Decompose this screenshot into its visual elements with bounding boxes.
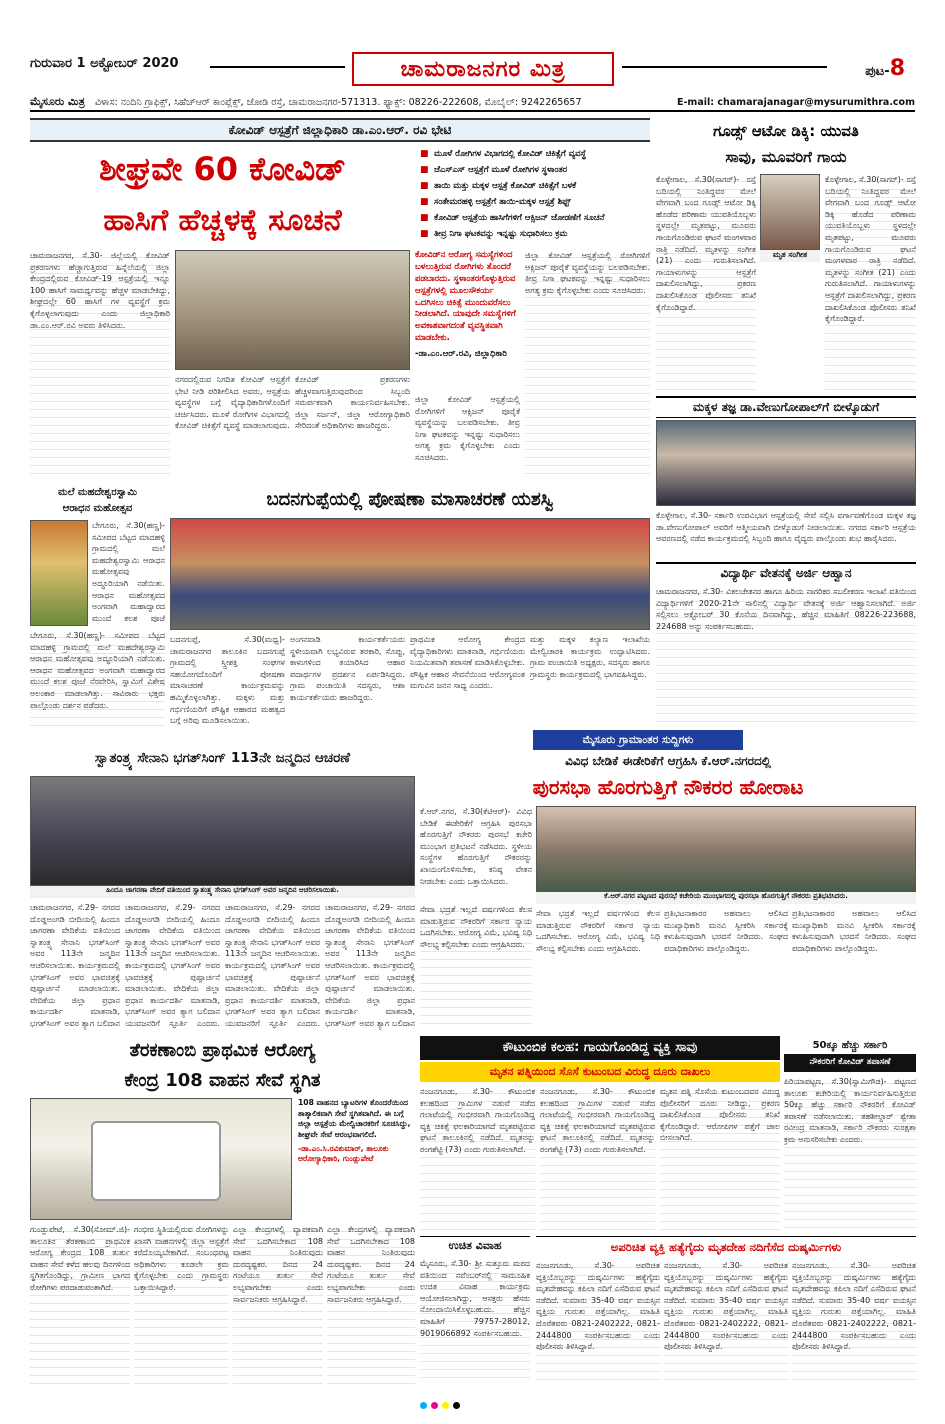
story1-bullet-list (420, 146, 650, 250)
sister-paper-logo: ಮೈಸೂರು ಮಿತ್ರ (30, 95, 85, 108)
page-number (865, 56, 905, 81)
story9-body-col3: ಎಲ್ಲಾ ಕೇಂದ್ರಗಳಲ್ಲಿ ವ್ಯಾಪಕವಾಗಿ ಸೇವೆ ಒದಗಿಸಬೇಕಾದ 108 ವಾಹನ ನಿಂತಿರುವುದು ದುರದೃಷ್ಟಕರ. ದಿನದ 24 ಗಂಟೆಯೂ ತುರ್ತು ಸೇವೆ ಲಭ್ಯವಾಗಬೇಕು ಎಂದು ಸಾರ್ವಜನಿಕರು ಆಗ್ರಹಿಸಿದ್ದಾರೆ. (233, 1224, 323, 1384)
story10-subhead: ಮೃತನ ಪತ್ನಿಯಿಂದ ಸೊಸೆ ಕುಟುಂಬದ ವಿರುದ್ಧ ದೂರು ದಾಖಲು (420, 1062, 780, 1082)
story11-headline-line2: ನೌಕರರಿಗೆ ಕೋವಿಡ್ ತಪಾಸಣೆ (784, 1054, 916, 1072)
story7-body-col4: ಚಾಮರಾಜನಗರ, ಸೆ.29- ನಗರದ ದೊಡ್ಡಅಂಗಡಿ ಬೀದಿಯಲ್ಲಿ ಹಿಂದೂ ಜಾಗರಣಾ ವೇದಿಕೆಯ ವತಿಯಿಂದ ಸ್ವಾತಂತ್ರ್ಯ ಸೇನಾನಿ ಭಗತ್‌ಸಿಂಗ್ ಅವರ 113ನೇ ಜನ್ಮದಿನ ಆಚರಿಸಲಾಯಿತು. ಕಾರ್ಯಕ್ರಮದಲ್ಲಿ ಭಗತ್‌ಸಿಂಗ್ ಅವರ ಭಾವಚಿತ್ರಕ್ಕೆ ಪುಷ್ಪಾರ್ಚನೆ ಮಾಡಲಾಯಿತು. ವೇದಿಕೆಯ ಜಿಲ್ಲಾ ಪ್ರಧಾನ ಕಾರ್ಯದರ್ಶಿ ಮಾತನಾಡಿ, ಭಗತ್‌ಸಿಂಗ್ ಅವರ ತ್ಯಾಗ ಬಲಿದಾನ (325, 903, 415, 1028)
story13-headline: ಅಪರಿಚಿತ ವ್ಯಕ್ತಿ ಹತ್ಯೆಗೈದು ಮೃತದೇಹ ನದಿಗೆಸೆದ ದುಷ್ಕರ್ಮಿಗಳು (536, 1236, 916, 1258)
bullet-item: ■ ಜೆಎಸ್‌ಎಸ್ ಆಸ್ಪತ್ರೆಗೆ ಮೂಳೆ ರೋಗಿಗಳ ಸ್ಥಳಾಂತರ (420, 162, 650, 178)
story8-kicker: ವಿವಿಧ ಬೇಡಿಕೆ ಈಡೇರಿಕೆಗೆ ಆಗ್ರಹಿಸಿ ಕೆ.ಆರ್.ನಗರದಲ್ಲಿ (565, 754, 771, 769)
email-text: E-mail: chamarajanagar@mysurumithra.com (677, 96, 915, 108)
registration-dot (442, 1402, 449, 1409)
story5-headline-line2: ಆರಾಧನ ಮಹೋತ್ಸವ (62, 502, 133, 514)
section-label: ಮೈಸೂರು ಗ್ರಾಮಾಂತರ ಸುದ್ದಿಗಳು (533, 730, 743, 750)
story9-body-col1: ಗುಂಡ್ಲುಪೇಟೆ, ಸೆ.30(ಸೋಮ್.ಜಿ)- ತಾಲೂಕಿನ ತೆರಕಣಾಂಬಿ ಪ್ರಾಥಮಿಕ ಆರೋಗ್ಯ ಕೇಂದ್ರದ 108 ತುರ್ತು ವಾಹನ ಸೇವೆ ಕಳೆದ ಹಲವು ದಿನಗಳಿಂದ ಸ್ಥಗಿತಗೊಂಡಿದ್ದು, ಗ್ರಾಮೀಣ ಭಾಗದ ರೋಗಿಗಳು ಪರದಾಡುವಂತಾಗಿದೆ. (30, 1224, 130, 1384)
story8-headline: ಪುರಸಭಾ ಹೊರಗುತ್ತಿಗೆ ನೌಕರರ ಹೋರಾಟ (532, 775, 804, 799)
story9-headline-line1: ತೆರಕಣಾಂಬಿ ಪ್ರಾಥಮಿಕ ಆರೋಗ್ಯ (129, 1040, 316, 1062)
registration-dot (431, 1402, 438, 1409)
story1-body-col4: ಜಿಲ್ಲಾ ಕೋವಿಡ್ ಆಸ್ಪತ್ರೆಯಲ್ಲಿ ರೋಗಿಗಳಿಗೆ ಆಕ್ಸಿಜನ್ ಪೂರೈಕೆ ವ್ಯವಸ್ಥೆಯನ್ನು ಬಲಪಡಿಸಬೇಕು. ತೀವ್ರ ನಿಗಾ ಘಟಕವನ್ನು ಇನ್ನಷ್ಟು ಸುಧಾರಿಸಲು ಅಗತ್ಯ ಕ್ರಮ ಕೈಗೊಳ್ಳಬೇಕು ಎಂದು ಸೂಚಿಸಿದರು. (415, 395, 520, 462)
story6-body-col2: ಅಂಗನವಾಡಿ ಕಾರ್ಯಕರ್ತೆಯರು ಸ್ಥಳೀಯವಾಗಿ ಲಭ್ಯವಿರುವ ತರಕಾರಿ, ಸೊಪ್ಪು, ಕಾಳುಗಳಿಂದ ತಯಾರಿಸಿದ ಆಹಾರ ಪದಾರ್ಥಗಳ ಪ್ರದರ್ಶನ ಏರ್ಪಡಿಸಿದ್ದರು. ಗ್ರಾಮ ಪಂಚಾಯಿತಿ ಸದಸ್ಯರು, ಆಶಾ ಕಾರ್ಯಕರ್ತೆಯರು ಹಾಜರಿದ್ದರು. (290, 635, 405, 702)
story11-body: ಪಿರಿಯಾಪಟ್ಟಣ, ಸೆ.30(ಸ್ವಾಮಿಗೌಡ)- ಪಟ್ಟಣದ ತಾಲೂಕು ಕಚೇರಿಯಲ್ಲಿ ಕಾರ್ಯನಿರ್ವಹಿಸುತ್ತಿರುವ 50ಕ್ಕೂ ಹೆಚ್ಚು ಸರ್ಕಾರಿ ನೌಕರರಿಗೆ ಕೋವಿಡ್ ತಪಾಸಣೆ ನಡೆಸಲಾಯಿತು. ತಹಶೀಲ್ದಾರ್ ಶ್ವೇತಾ ರವೀಂದ್ರ ಮಾತನಾಡಿ, ಸರ್ಕಾರಿ ನೌಕರರು ಸುರಕ್ಷತಾ ಕ್ರಮ ಅನುಸರಿಸಬೇಕು ಎಂದರು. (784, 1076, 916, 1232)
registration-dot (453, 1402, 460, 1409)
story2-body: ಕೊಳ್ಳೇಗಾಲ, ಸೆ.30(ಸಾಗರ್)- ರಸ್ತೆ ಬದಿಯಲ್ಲಿ ನಿಂತಿದ್ದವರ ಮೇಲೆ ವೇಗವಾಗಿ ಬಂದ ಗೂಡ್ಸ್ ಆಟೋ ಡಿಕ್ಕಿ ಹೊಡೆದ ಪರಿಣಾಮ ಯುವತಿಯೊಬ್ಬಳು ಸ್ಥಳದಲ್ಲೇ ಮೃತಪಟ್ಟು, ಮೂವರು ಗಾಯಗೊಂಡಿರುವ ಘಟನೆ ಮಂಗಳವಾರ ರಾತ್ರಿ ನಡೆದಿದೆ. ಮೃತಳನ್ನು ಸಂಗೀತ (21) ಎಂದು ಗುರುತಿಸಲಾಗಿದೆ. ಗಾಯಾಳುಗಳನ್ನು ಆಸ್ಪತ್ರೆಗೆ ದಾಖಲಿಸಲಾಗಿದ್ದು, ಪ್ರಕರಣ ದಾಖಲಿಸಿಕೊಂಡ ಪೊಲೀಸರು ತನಿಖೆ ಕೈಗೊಂಡಿದ್ದಾರೆ. (656, 174, 756, 390)
masthead-rule-left (210, 66, 345, 68)
story1-body-col2: ನಗರದಲ್ಲಿರುವ ನಿಗದಿತ ಕೋವಿಡ್ ಆಸ್ಪತ್ರೆಗೆ ಭೇಟಿ ನೀಡಿ ಪರಿಶೀಲಿಸಿದ ಅವರು, ಆಸ್ಪತ್ರೆಯ ವ್ಯವಸ್ಥೆಗಳ ಬಗ್ಗೆ ವೈದ್ಯಾಧಿಕಾರಿಗಳೊಂದಿಗೆ ಚರ್ಚಿಸಿದರು. ಮೂಳೆ ರೋಗಿಗಳ ವಿಭಾಗದಲ್ಲಿ ಕೋವಿಡ್ ಚಿಕಿತ್ಸೆಗೆ ವ್ಯವಸ್ಥೆ ಮಾಡಲಾಗುವುದು. (175, 375, 290, 431)
story5-body-col2: ಬೇಗೂರು, ಸೆ.30(ಹಣ್ಣ)- ಸಮೀಪದ ಬೆಟ್ಟದ ಮಾದಹಳ್ಳಿ ಗ್ರಾಮದಲ್ಲಿ ಮಲೆ ಮಹದೇಶ್ವರಸ್ವಾಮಿ ಆರಾಧನ ಮಹೋತ್ಸವವು ಅದ್ಧೂರಿಯಾಗಿ ನಡೆಯಿತು. ಆರಾಧನ ಮಹೋತ್ಸವದ ಅಂಗವಾಗಿ ಮಹಾದ್ವಾರದ ಮುಂದೆ ಕಲಶ ಪೂಜೆ ನೆರವೇರಿಸಿ, ಸ್ವಾಮಿಗೆ ವಿಶೇಷ ಅಲಂಕಾರ ಮಾಡಲಾಗಿತ್ತು. ಸಾವಿರಾರು ಭಕ್ತರು ಪಾಲ್ಗೊಂಡು ದರ್ಶನ ಪಡೆದರು. (30, 630, 165, 730)
story1-headline-line1: ಶೀಘ್ರವೇ 60 ಕೋವಿಡ್ (99, 150, 346, 189)
story3-photo (656, 420, 916, 506)
story13-body-col1: ನಂಜನಗೂಡು, ಸೆ.30- ಅಪರಿಚಿತ ವ್ಯಕ್ತಿಯೊಬ್ಬರನ್ನು ದುಷ್ಕರ್ಮಿಗಳು ಹತ್ಯೆಗೈದು ಮೃತದೇಹವನ್ನು ಕಪಿಲಾ ನದಿಗೆ ಎಸೆದಿರುವ ಘಟನೆ ನಡೆದಿದೆ. ಸುಮಾರು 35-40 ವರ್ಷ ವಯಸ್ಸಿನ ವ್ಯಕ್ತಿಯ ಗುರುತು ಪತ್ತೆಯಾಗಿಲ್ಲ. ಮಾಹಿತಿ ದೊರೆತವರು 0821-2402222, 0821-2444800 ಸಂಪರ್ಕಿಸಬಹುದು ಎಂದು ಪೊಲೀಸರು ತಿಳಿಸಿದ್ದಾರೆ. (536, 1260, 660, 1384)
address-strip (30, 94, 915, 112)
story10-body-col1: ನಂಜನಗೂಡು, ಸೆ.30- ಕೌಟುಂಬಿಕ ಕಲಹದಿಂದ ಗ್ರಾಮಿಗಳ ನಡುವೆ ನಡೆದ ಗಲಾಟೆಯಲ್ಲಿ ಗಂಭೀರವಾಗಿ ಗಾಯಗೊಂಡಿದ್ದ ವ್ಯಕ್ತಿ ಚಿಕಿತ್ಸೆ ಫಲಕಾರಿಯಾಗದೆ ಮೃತಪಟ್ಟಿರುವ ಘಟನೆ ತಾಲೂಕಿನಲ್ಲಿ ನಡೆದಿದೆ. ಮೃತನನ್ನು ರಂಗಶೆಟ್ಟಿ (73) ಎಂದು ಗುರುತಿಸಲಾಗಿದೆ. (420, 1086, 535, 1232)
masthead-rule-right (622, 66, 827, 68)
story2-body-col2: ಕೊಳ್ಳೇಗಾಲ, ಸೆ.30(ಸಾಗರ್)- ರಸ್ತೆ ಬದಿಯಲ್ಲಿ ನಿಂತಿದ್ದವರ ಮೇಲೆ ವೇಗವಾಗಿ ಬಂದ ಗೂಡ್ಸ್ ಆಟೋ ಡಿಕ್ಕಿ ಹೊಡೆದ ಪರಿಣಾಮ ಯುವತಿಯೊಬ್ಬಳು ಸ್ಥಳದಲ್ಲೇ ಮೃತಪಟ್ಟು, ಮೂವರು ಗಾಯಗೊಂಡಿರುವ ಘಟನೆ ಮಂಗಳವಾರ ರಾತ್ರಿ ನಡೆದಿದೆ. ಮೃತಳನ್ನು ಸಂಗೀತ (21) ಎಂದು ಗುರುತಿಸಲಾಗಿದೆ. ಗಾಯಾಳುಗಳನ್ನು ಆಸ್ಪತ್ರೆಗೆ ದಾಖಲಿಸಲಾಗಿದ್ದು, ಪ್ರಕರಣ ದಾಖಲಿಸಿಕೊಂಡ ಪೊಲೀಸರು ತನಿಖೆ ಕೈಗೊಂಡಿದ್ದಾರೆ. (825, 174, 916, 390)
registration-marks (420, 1402, 460, 1409)
story2-headline-line1: ಗೂಡ್ಸ್ ಆಟೋ ಡಿಕ್ಕಿ: ಯುವತಿ (656, 118, 916, 144)
story1-quote: ಕೋವಿಡ್‌ನ ಆರೋಗ್ಯ ಸಮಸ್ಯೆಗಳಿಂದ ಬಳಲುತ್ತಿರುವ ರೋಗಿಗಳು ತೊಂದರೆ ಪಡಬಾರದು. ಸ್ಥಳಾಂತರಗೊಳ್ಳುತ್ತಿರುವ ಆಸ್ಪತ್ರೆಗಳಲ್ಲಿ ಮೂಲಸೌಕರ್ಯ ಒದಗಿಸಲು ಚಿಕಿತ್ಸೆ ಮುಂದುವರೆಸಲು ನೀಡಲಾಗಿದೆ. ಯಾವುದೇ ಸಮಸ್ಯೆಗಳಿಗೆ ಅವಕಾಶವಾಗದಂತೆ ವ್ಯವಸ್ಥಿತವಾಗಿ ಮಾಡಬೇಕು. (415, 250, 516, 344)
story2-photo-caption: ಮೃತ ಸಂಗೀತ (760, 250, 820, 262)
story8-photo (536, 806, 916, 892)
story7-photo-caption: ಹಿಂದೂ ಜಾಗರಣಾ ವೇದಿಕೆ ವತಿಯಿಂದ ಸ್ವಾತಂತ್ರ್ಯ ಸೇನಾನಿ ಭಗತ್‌ಸಿಂಗ್ ಅವರ ಜನ್ಮದಿನ ಆಚರಿಸಲಾಯಿತು. (30, 886, 415, 898)
story9-headline-line2: ಕೇಂದ್ರ 108 ವಾಹನ ಸೇವೆ ಸ್ಥಗಿತ (124, 1070, 321, 1092)
story6-body-col3: ಪ್ರಾಥಮಿಕ ಆರೋಗ್ಯ ಕೇಂದ್ರದ ವೈದ್ಯಾಧಿಕಾರಿಗಳು ಮಾತನಾಡಿ, ಗರ್ಭಿಣಿಯರು ನಿಯಮಿತವಾಗಿ ತಪಾಸಣೆ ಮಾಡಿಸಿಕೊಳ್ಳಬೇಕು. ಪೌಷ್ಟಿಕ ಆಹಾರ ಸೇವನೆಯಿಂದ ಆರೋಗ್ಯವಂತ ಮಗುವಿನ ಜನನ ಸಾಧ್ಯ ಎಂದರು. (410, 635, 525, 691)
story9-quote: 108 ವಾಹನದ ಬ್ಯಾಟರಿಗಳ ತೊಂದರೆಯಿಂದ ತಾತ್ಕಾಲಿಕವಾಗಿ ಸೇವೆ ಸ್ಥಗಿತವಾಗಿದೆ. ಈ ಬಗ್ಗೆ ಜಿಲ್ಲಾ ಆಸ್ಪತ್ರೆಯ ಮೇಲ್ವಿಚಾರಕರಿಗೆ ಸೂಚಿಸಿದ್ದು, ಶೀಘ್ರವೇ ಸೇವೆ ಆರಂಭವಾಗಲಿದೆ. (298, 1098, 411, 1139)
bullet-item: ■ ತಾಯಿ ಮತ್ತು ಮಕ್ಕಳ ಆಸ್ಪತ್ರೆ ಕೋವಿಡ್ ಚಿಕಿತ್ಸೆಗೆ ಬಳಕೆ (420, 178, 650, 194)
story1-body-col5: ಜಿಲ್ಲಾ ಕೋವಿಡ್ ಆಸ್ಪತ್ರೆಯಲ್ಲಿ ರೋಗಿಗಳಿಗೆ ಆಕ್ಸಿಜನ್ ಪೂರೈಕೆ ವ್ಯವಸ್ಥೆಯನ್ನು ಬಲಪಡಿಸಬೇಕು. ತೀವ್ರ ನಿಗಾ ಘಟಕವನ್ನು ಇನ್ನಷ್ಟು ಸುಧಾರಿಸಲು ಅಗತ್ಯ ಕ್ರಮ ಕೈಗೊಳ್ಳಬೇಕು ಎಂದು ಸೂಚಿಸಿದರು. (525, 250, 650, 480)
story6-body-col1: ಬದನಗುಪ್ಪೆ, ಸೆ.30(ಮಧ್ವ)- ಚಾಮರಾಜನಗರ ತಾಲೂಕಿನ ಬದನಗುಪ್ಪೆ ಗ್ರಾಮದಲ್ಲಿ ಸ್ತ್ರೀಶಕ್ತಿ ಸಂಘಗಳ ಸಹಯೋಗದೊಂದಿಗೆ ಪೋಷಣಾ ಮಾಸಾಚರಣೆ ಕಾರ್ಯಕ್ರಮವನ್ನು ಹಮ್ಮಿಕೊಳ್ಳಲಾಗಿತ್ತು. ಮಕ್ಕಳು ಮತ್ತು ಗರ್ಭಿಣಿಯರಿಗೆ ಪೌಷ್ಟಿಕ ಆಹಾರದ ಮಹತ್ವದ ಬಗ್ಗೆ ಅರಿವು ಮೂಡಿಸಲಾಯಿತು. (170, 635, 285, 726)
story6-headline: ಬದನಗುಪ್ಪೆಯಲ್ಲಿ ಪೋಷಣಾ ಮಾಸಾಚರಣೆ ಯಶಸ್ವಿ (266, 489, 554, 511)
bullet-item: ■ ತೀವ್ರ ನಿಗಾ ಘಟಕವನ್ನು ಇನ್ನಷ್ಟು ಸುಧಾರಿಸಲು ಕ್ರಮ (420, 226, 650, 242)
story5-headline-line1: ಮಲೆ ಮಹದೇಶ್ವರಸ್ವಾಮಿ (58, 486, 137, 498)
story1-body-col3: ಕೋವಿಡ್ ಪ್ರಕರಣಗಳು ಹೆಚ್ಚಳವಾಗುತ್ತಿರುವುದರಿಂದ ಸಿಬ್ಬಂದಿ ಸಮರ್ಪಕವಾಗಿ ಕಾರ್ಯನಿರ್ವಹಿಸಬೇಕು. ಜಿಲ್ಲಾ ಸರ್ಜನ್, ಜಿಲ್ಲಾ ಆರೋಗ್ಯಾಧಿಕಾರಿ ಸೇರಿದಂತೆ ಅಧಿಕಾರಿಗಳು ಹಾಜರಿದ್ದರು. (295, 375, 410, 431)
story4-body: ಚಾಮರಾಜನಗರ, ಸೆ.30- ವಿಕಲಚೇತನರ ಹಾಗೂ ಹಿರಿಯ ನಾಗರಿಕರ ಸಬಲೀಕರಣ ಇಲಾಖೆ ವತಿಯಿಂದ ವಿದ್ಯಾರ್ಥಿಗಳಿಗೆ 2020-21ನೇ ಸಾಲಿನಲ್ಲಿ ವಿದ್ಯಾರ್ಥಿ ವೇತನಕ್ಕೆ ಅರ್ಜಿ ಆಹ್ವಾನಿಸಲಾಗಿದೆ. ಅರ್ಜಿ ಸಲ್ಲಿಸಲು ಅಕ್ಟೋಬರ್ 30 ಕೊನೆಯ ದಿನವಾಗಿದ್ದು, ಹೆಚ್ಚಿನ ಮಾಹಿತಿಗೆ 08226-223688, 224688 ಅನ್ನು ಸಂಪರ್ಕಿಸಬಹುದು. (656, 586, 916, 722)
story13-body-col2: ನಂಜನಗೂಡು, ಸೆ.30- ಅಪರಿಚಿತ ವ್ಯಕ್ತಿಯೊಬ್ಬರನ್ನು ದುಷ್ಕರ್ಮಿಗಳು ಹತ್ಯೆಗೈದು ಮೃತದೇಹವನ್ನು ಕಪಿಲಾ ನದಿಗೆ ಎಸೆದಿರುವ ಘಟನೆ ನಡೆದಿದೆ. ಸುಮಾರು 35-40 ವರ್ಷ ವಯಸ್ಸಿನ ವ್ಯಕ್ತಿಯ ಗುರುತು ಪತ್ತೆಯಾಗಿಲ್ಲ. ಮಾಹಿತಿ ದೊರೆತವರು 0821-2402222, 0821-2444800 ಸಂಪರ್ಕಿಸಬಹುದು ಎಂದು ಪೊಲೀಸರು ತಿಳಿಸಿದ್ದಾರೆ. (664, 1260, 788, 1384)
registration-dot (420, 1402, 427, 1409)
story1-quote-box (415, 250, 520, 390)
story8-body-col4: ಪ್ರತಿಭಟನಾಕಾರರ ಅಹವಾಲು ಆಲಿಸಿದ ಮುಖ್ಯಾಧಿಕಾರಿ ಮನವಿ ಸ್ವೀಕರಿಸಿ ಸರ್ಕಾರಕ್ಕೆ ಕಳುಹಿಸುವುದಾಗಿ ಭರವಸೆ ನೀಡಿದರು. ಸಂಘದ ಪದಾಧಿಕಾರಿಗಳು ಪಾಲ್ಗೊಂಡಿದ್ದರು. (664, 909, 788, 953)
story10-body-col2: ನಂಜನಗೂಡು, ಸೆ.30- ಕೌಟುಂಬಿಕ ಕಲಹದಿಂದ ಗ್ರಾಮಿಗಳ ನಡುವೆ ನಡೆದ ಗಲಾಟೆಯಲ್ಲಿ ಗಂಭೀರವಾಗಿ ಗಾಯಗೊಂಡಿದ್ದ ವ್ಯಕ್ತಿ ಚಿಕಿತ್ಸೆ ಫಲಕಾರಿಯಾಗದೆ ಮೃತಪಟ್ಟಿರುವ ಘಟನೆ ತಾಲೂಕಿನಲ್ಲಿ ನಡೆದಿದೆ. ಮೃತನನ್ನು ರಂಗಶೆಟ್ಟಿ (73) ಎಂದು ಗುರುತಿಸಲಾಗಿದೆ. (540, 1086, 655, 1232)
story9-body-col4: ಎಲ್ಲಾ ಕೇಂದ್ರಗಳಲ್ಲಿ ವ್ಯಾಪಕವಾಗಿ ಸೇವೆ ಒದಗಿಸಬೇಕಾದ 108 ವಾಹನ ನಿಂತಿರುವುದು ದುರದೃಷ್ಟಕರ. ದಿನದ 24 ಗಂಟೆಯೂ ತುರ್ತು ಸೇವೆ ಲಭ್ಯವಾಗಬೇಕು ಎಂದು ಸಾರ್ವಜನಿಕರು ಆಗ್ರಹಿಸಿದ್ದಾರೆ. (327, 1224, 415, 1384)
story5-photo (30, 520, 88, 626)
issue-date: ಗುರುವಾರ 1 ಅಕ್ಟೋಬರ್ 2020 (30, 56, 179, 71)
page-label: ಪುಟ- (865, 64, 890, 79)
page-number-value: 8 (889, 56, 905, 81)
masthead (0, 0, 945, 115)
bullet-item: ■ ಮೂಳೆ ರೋಗಿಗಳ ವಿಭಾಗದಲ್ಲಿ ಕೋವಿಡ್ ಚಿಕಿತ್ಸೆಗೆ ವ್ಯವಸ್ಥೆ (420, 146, 650, 162)
story1-photo (175, 250, 410, 370)
story9-quote-author: -ಡಾ.ಎಂ.ಸಿ.ರವಿಕುಮಾರ್, ತಾಲೂಕು ಆರೋಗ್ಯಾಧಿಕಾರಿ, ಗುಂಡ್ಲುಪೇಟೆ (298, 1143, 389, 1164)
story9-photo (30, 1098, 292, 1220)
story8-photo-caption: ಕೆ.ಆರ್.ನಗರ ಪಟ್ಟಣದ ಪುರಸಭೆ ಕಚೇರಿಯ ಮುಂಭಾಗದಲ್ಲಿ ಪುರಸಭಾ ಹೊರಗುತ್ತಿಗೆ ನೌಕರರು ಪ್ರತಿಭಟಿಸಿದರು. (536, 892, 916, 904)
story1-quote-author: -ಡಾ.ಎಂ.ಆರ್.ರವಿ, ಜಿಲ್ಲಾಧಿಕಾರಿ (415, 349, 507, 360)
story8-body-col1: ಕೆ.ಆರ್.ನಗರ, ಸೆ.30(ಕೆಟಿಆರ್)- ವಿವಿಧ ಬೇಡಿಕೆ ಈಡೇರಿಕೆಗೆ ಆಗ್ರಹಿಸಿ ಪುರಸಭಾ ಹೊರಗುತ್ತಿಗೆ ನೌಕರರು ಪುರಸಭೆ ಕಚೇರಿ ಮುಂಭಾಗ ಪ್ರತಿಭಟನೆ ನಡೆಸಿದರು. ಸ್ಥಳೀಯ ಸಂಸ್ಥೆಗಳ ಹೊರಗುತ್ತಿಗೆ ನೌಕರರನ್ನು ಖಾಯಂಗೊಳಿಸಬೇಕು, ಕನಿಷ್ಠ ವೇತನ ನೀಡಬೇಕು ಎಂದು ಒತ್ತಾಯಿಸಿದರು. (420, 807, 532, 886)
story2-headline-line2: ಸಾವು, ಮೂವರಿಗೆ ಗಾಯ (725, 147, 847, 166)
story10-headline: ಕೌಟುಂಬಿಕ ಕಲಹ: ಗಾಯಗೊಂಡಿದ್ದ ವ್ಯಕ್ತಿ ಸಾವು (420, 1036, 780, 1060)
story9-quote-box (298, 1098, 415, 1220)
story1-kicker: ಕೋವಿಡ್ ಆಸ್ಪತ್ರೆಗೆ ಜಿಲ್ಲಾಧಿಕಾರಿ ಡಾ.ಎಂ.ಆರ್. ರವಿ ಭೇಟಿ (30, 118, 650, 142)
story8-body-col5: ಪ್ರತಿಭಟನಾಕಾರರ ಅಹವಾಲು ಆಲಿಸಿದ ಮುಖ್ಯಾಧಿಕಾರಿ ಮನವಿ ಸ್ವೀಕರಿಸಿ ಸರ್ಕಾರಕ್ಕೆ ಕಳುಹಿಸುವುದಾಗಿ ಭರವಸೆ ನೀಡಿದರು. ಸಂಘದ ಪದಾಧಿಕಾರಿಗಳು ಪಾಲ್ಗೊಂಡಿದ್ದರು. (792, 909, 916, 953)
story12-headline: ಉಚಿತ ವಿವಾಹ (420, 1236, 530, 1256)
story5-body: ಬೇಗೂರು, ಸೆ.30(ಹಣ್ಣ)- ಸಮೀಪದ ಬೆಟ್ಟದ ಮಾದಹಳ್ಳಿ ಗ್ರಾಮದಲ್ಲಿ ಮಲೆ ಮಹದೇಶ್ವರಸ್ವಾಮಿ ಆರಾಧನ ಮಹೋತ್ಸವವು ಅದ್ಧೂರಿಯಾಗಿ ನಡೆಯಿತು. ಆರಾಧನ ಮಹೋತ್ಸವದ ಅಂಗವಾಗಿ ಮಹಾದ್ವಾರದ ಮುಂದೆ ಕಲಶ ಪೂಜೆ (92, 521, 165, 623)
bullet-item: ■ ಕೋವಿಡ್ ಆಸ್ಪತ್ರೆಯ ಹಾಸಿಗೆಗಳಿಗೆ ಆಕ್ಸಿಜನ್ ಜೋಡಣೆಗೆ ಸೂಚನೆ (420, 210, 650, 226)
bullet-item: ■ ಸಂತೇಮರಹಳ್ಳಿ ಆಸ್ಪತ್ರೆಗೆ ತಾಯಿ-ಮಕ್ಕಳ ಆಸ್ಪತ್ರೆ ಶಿಫ್ಟ್ (420, 194, 650, 210)
story6-body-col4: ಮತ್ತು ಮಕ್ಕಳ ಕಲ್ಯಾಣ ಇಲಾಖೆಯ ಮೇಲ್ವಿಚಾರಕಿ ಕಾರ್ಯಕ್ರಮ ಉದ್ಘಾಟಿಸಿದರು. ಗ್ರಾಮ ಪಂಚಾಯಿತಿ ಅಧ್ಯಕ್ಷರು, ಸದಸ್ಯರು ಹಾಗೂ ಗ್ರಾಮಸ್ಥರು ಕಾರ್ಯಕ್ರಮದಲ್ಲಿ ಭಾಗವಹಿಸಿದ್ದರು. (530, 635, 650, 679)
story12-body: ಮೈಸೂರು, ಸೆ.30- ಶ್ರೀ ಸುತ್ತೂರು ಮಠದ ವತಿಯಿಂದ ನವೆಂಬರ್‌ನಲ್ಲಿ ಸಾಮೂಹಿಕ ಉಚಿತ ವಿವಾಹ ಕಾರ್ಯಕ್ರಮ ಆಯೋಜಿಸಲಾಗಿದ್ದು, ಆಸಕ್ತರು ಹೆಸರು ನೋಂದಾಯಿಸಿಕೊಳ್ಳಬಹುದು. ಹೆಚ್ಚಿನ ಮಾಹಿತಿಗೆ 79757-28012, 9019066892 ಸಂಪರ್ಕಿಸಬಹುದು. (420, 1258, 530, 1384)
story3-body: ಕೊಳ್ಳೇಗಾಲ, ಸೆ.30- ಸರ್ಕಾರಿ ಉಪವಿಭಾಗ ಆಸ್ಪತ್ರೆಯಲ್ಲಿ ಸೇವೆ ಸಲ್ಲಿಸಿ ವರ್ಗಾವಣೆಗೊಂಡ ಮಕ್ಕಳ ತಜ್ಞ ಡಾ.ವೇಣುಗೋಪಾಲ್ ಅವರಿಗೆ ಆತ್ಮೀಯವಾಗಿ ಬೀಳ್ಕೊಡುಗೆ ನೀಡಲಾಯಿತು. ನಗರದ ಸರ್ಕಾರಿ ಆಸ್ಪತ್ರೆಯ ಆವರಣದಲ್ಲಿ ನಡೆದ ಕಾರ್ಯಕ್ರಮದಲ್ಲಿ ಸಿಬ್ಬಂದಿ ಹಾಗೂ ವೈದ್ಯರು ಪಾಲ್ಗೊಂಡು ಶುಭ ಹಾರೈಸಿದರು. (656, 511, 916, 544)
story10-body-col3: ಮೃತನ ಪತ್ನಿ ಸೊಸೆಯ ಕುಟುಂಬದವರ ವಿರುದ್ಧ ಪೊಲೀಸರಿಗೆ ದೂರು ನೀಡಿದ್ದು, ಪ್ರಕರಣ ದಾಖಲಿಸಿಕೊಂಡ ಪೊಲೀಸರು ತನಿಖೆ ಕೈಗೊಂಡಿದ್ದಾರೆ. ಆರೋಪಿಗಳ ಪತ್ತೆಗೆ ಜಾಲ ಬೀಸಲಾಗಿದೆ. (660, 1086, 780, 1232)
story7-body-col2: ಚಾಮರಾಜನಗರ, ಸೆ.29- ನಗರದ ದೊಡ್ಡಅಂಗಡಿ ಬೀದಿಯಲ್ಲಿ ಹಿಂದೂ ಜಾಗರಣಾ ವೇದಿಕೆಯ ವತಿಯಿಂದ ಸ್ವಾತಂತ್ರ್ಯ ಸೇನಾನಿ ಭಗತ್‌ಸಿಂಗ್ ಅವರ 113ನೇ ಜನ್ಮದಿನ ಆಚರಿಸಲಾಯಿತು. ಕಾರ್ಯಕ್ರಮದಲ್ಲಿ ಭಗತ್‌ಸಿಂಗ್ ಅವರ ಭಾವಚಿತ್ರಕ್ಕೆ ಪುಷ್ಪಾರ್ಚನೆ ಮಾಡಲಾಯಿತು. ವೇದಿಕೆಯ ಜಿಲ್ಲಾ ಪ್ರಧಾನ ಕಾರ್ಯದರ್ಶಿ ಮಾತನಾಡಿ, ಭಗತ್‌ಸಿಂಗ್ ಅವರ ತ್ಯಾಗ ಬಲಿದಾನ ಯುವಜನರಿಗೆ ಸ್ಫೂರ್ತಿ ಎಂದರು. (125, 903, 220, 1028)
story8-body-col3: ಸೇವಾ ಭದ್ರತೆ ಇಲ್ಲದೆ ವರ್ಷಗಳಿಂದ ಕೆಲಸ ಮಾಡುತ್ತಿರುವ ನೌಕರರಿಗೆ ಸರ್ಕಾರ ನ್ಯಾಯ ಒದಗಿಸಬೇಕು. ಆರೋಗ್ಯ ವಿಮೆ, ಭವಿಷ್ಯ ನಿಧಿ ಸೌಲಭ್ಯ ಕಲ್ಪಿಸಬೇಕು ಎಂದು ಆಗ್ರಹಿಸಿದರು. (536, 909, 660, 953)
story9-body-col2: ಗಂಭೀರ ಸ್ಥಿತಿಯಲ್ಲಿರುವ ರೋಗಿಗಳನ್ನು ಖಾಸಗಿ ವಾಹನಗಳಲ್ಲಿ ಜಿಲ್ಲಾ ಆಸ್ಪತ್ರೆಗೆ ಕರೆದೊಯ್ಯಬೇಕಾಗಿದೆ. ಸಂಬಂಧಪಟ್ಟ ಅಧಿಕಾರಿಗಳು ಕೂಡಲೇ ಕ್ರಮ ಕೈಗೊಳ್ಳಬೇಕು ಎಂದು ಗ್ರಾಮಸ್ಥರು ಒತ್ತಾಯಿಸಿದ್ದಾರೆ. (134, 1224, 229, 1384)
story4-headline: ವಿದ್ಯಾರ್ಥಿ ವೇತನಕ್ಕೆ ಅರ್ಜಿ ಆಹ್ವಾನ (656, 562, 916, 584)
story8-body-col2: ಸೇವಾ ಭದ್ರತೆ ಇಲ್ಲದೆ ವರ್ಷಗಳಿಂದ ಕೆಲಸ ಮಾಡುತ್ತಿರುವ ನೌಕರರಿಗೆ ಸರ್ಕಾರ ನ್ಯಾಯ ಒದಗಿಸಬೇಕು. ಆರೋಗ್ಯ ವಿಮೆ, ಭವಿಷ್ಯ ನಿಧಿ ಸೌಲಭ್ಯ ಕಲ್ಪಿಸಬೇಕು ಎಂದು ಆಗ್ರಹಿಸಿದರು. (420, 904, 532, 1030)
story7-body-col1: ಚಾಮರಾಜನಗರ, ಸೆ.29- ನಗರದ ದೊಡ್ಡಅಂಗಡಿ ಬೀದಿಯಲ್ಲಿ ಹಿಂದೂ ಜಾಗರಣಾ ವೇದಿಕೆಯ ವತಿಯಿಂದ ಸ್ವಾತಂತ್ರ್ಯ ಸೇನಾನಿ ಭಗತ್‌ಸಿಂಗ್ ಅವರ 113ನೇ ಜನ್ಮದಿನ ಆಚರಿಸಲಾಯಿತು. ಕಾರ್ಯಕ್ರಮದಲ್ಲಿ ಭಗತ್‌ಸಿಂಗ್ ಅವರ ಭಾವಚಿತ್ರಕ್ಕೆ ಪುಷ್ಪಾರ್ಚನೆ ಮಾಡಲಾಯಿತು. ವೇದಿಕೆಯ ಜಿಲ್ಲಾ ಪ್ರಧಾನ ಕಾರ್ಯದರ್ಶಿ ಮಾತನಾಡಿ, ಭಗತ್‌ಸಿಂಗ್ ಅವರ ತ್ಯಾಗ ಬಲಿದಾನ (30, 903, 120, 1028)
story3-headline: ಮಕ್ಕಳ ತಜ್ಞ ಡಾ.ವೇಣುಗೋಪಾಲ್‌ಗೆ ಬೀಳ್ಕೊಡುಗೆ (656, 396, 916, 418)
story7-headline: ಸ್ವಾತಂತ್ರ್ಯ ಸೇನಾನಿ ಭಗತ್‌ಸಿಂಗ್ 113ನೇ ಜನ್ಮದಿನ ಆಚರಣೆ (94, 749, 351, 766)
story11-headline-line1: 50ಕ್ಕೂ ಹೆಚ್ಚು ಸರ್ಕಾರಿ (812, 1039, 888, 1051)
ambulance-icon (91, 1121, 221, 1201)
story7-photo (30, 776, 415, 886)
story13-body-col3: ನಂಜನಗೂಡು, ಸೆ.30- ಅಪರಿಚಿತ ವ್ಯಕ್ತಿಯೊಬ್ಬರನ್ನು ದುಷ್ಕರ್ಮಿಗಳು ಹತ್ಯೆಗೈದು ಮೃತದೇಹವನ್ನು ಕಪಿಲಾ ನದಿಗೆ ಎಸೆದಿರುವ ಘಟನೆ ನಡೆದಿದೆ. ಸುಮಾರು 35-40 ವರ್ಷ ವಯಸ್ಸಿನ ವ್ಯಕ್ತಿಯ ಗುರುತು ಪತ್ತೆಯಾಗಿಲ್ಲ. ಮಾಹಿತಿ ದೊರೆತವರು 0821-2402222, 0821-2444800 ಸಂಪರ್ಕಿಸಬಹುದು ಎಂದು ಪೊಲೀಸರು ತಿಳಿಸಿದ್ದಾರೆ. (792, 1260, 916, 1384)
story6-photo (170, 518, 650, 630)
story7-body-col3: ಚಾಮರಾಜನಗರ, ಸೆ.29- ನಗರದ ದೊಡ್ಡಅಂಗಡಿ ಬೀದಿಯಲ್ಲಿ ಹಿಂದೂ ಜಾಗರಣಾ ವೇದಿಕೆಯ ವತಿಯಿಂದ ಸ್ವಾತಂತ್ರ್ಯ ಸೇನಾನಿ ಭಗತ್‌ಸಿಂಗ್ ಅವರ 113ನೇ ಜನ್ಮದಿನ ಆಚರಿಸಲಾಯಿತು. ಕಾರ್ಯಕ್ರಮದಲ್ಲಿ ಭಗತ್‌ಸಿಂಗ್ ಅವರ ಭಾವಚಿತ್ರಕ್ಕೆ ಪುಷ್ಪಾರ್ಚನೆ ಮಾಡಲಾಯಿತು. ವೇದಿಕೆಯ ಜಿಲ್ಲಾ ಪ್ರಧಾನ ಕಾರ್ಯದರ್ಶಿ ಮಾತನಾಡಿ, ಭಗತ್‌ಸಿಂಗ್ ಅವರ ತ್ಯಾಗ ಬಲಿದಾನ ಯುವಜನರಿಗೆ ಸ್ಫೂರ್ತಿ ಎಂದರು. (225, 903, 320, 1028)
story2-photo (760, 174, 820, 250)
story1-body-col1: ಚಾಮರಾಜನಗರ, ಸೆ.30- ಜಿಲ್ಲೆಯಲ್ಲಿ ಕೋವಿಡ್ ಪ್ರಕರಣಗಳು ಹೆಚ್ಚಾಗುತ್ತಿರುವ ಹಿನ್ನೆಲೆಯಲ್ಲಿ ಜಿಲ್ಲಾ ಕೇಂದ್ರದಲ್ಲಿರುವ ಕೋವಿಡ್-19 ಆಸ್ಪತ್ರೆಯಲ್ಲಿ ಇನ್ನೂ 100 ಹಾಸಿಗೆ ಸಾಮರ್ಥ್ಯವನ್ನು ಹೆಚ್ಚಳ ಮಾಡಬೇಕಿದ್ದು, ಶೀಘ್ರದಲ್ಲೇ 60 ಹಾಸಿಗೆ ಗಳ ವ್ಯವಸ್ಥೆಗೆ ಕ್ರಮ ಕೈಗೊಳ್ಳಲಾಗುವುದು ಎಂದು ಜಿಲ್ಲಾಧಿಕಾರಿ ಡಾ.ಎಂ.ಆರ್.ರವಿ ಅವರು ತಿಳಿಸಿದರು. (30, 250, 170, 480)
address-text: ವಿಳಾಸ: ನಂದಿನಿ ಗ್ರಾಫಿಕ್ಸ್, ಸಿಹೆಚ್‌ಆರ್ ಕಾಂಪ್ಲೆಕ್ಸ್, ಜೋಡಿ ರಸ್ತೆ, ಚಾಮರಾಜನಗರ-571313. ಫ್ಯಾಕ್ಸ್: 08226-222608, ಮೊಬೈಲ್: 9242265657 (94, 96, 582, 108)
story1-headline-line2: ಹಾಸಿಗೆ ಹೆಚ್ಚಳಕ್ಕೆ ಸೂಚನೆ (103, 202, 342, 238)
paper-title: ಚಾಮರಾಜನಗರ ಮಿತ್ರ (352, 52, 614, 86)
